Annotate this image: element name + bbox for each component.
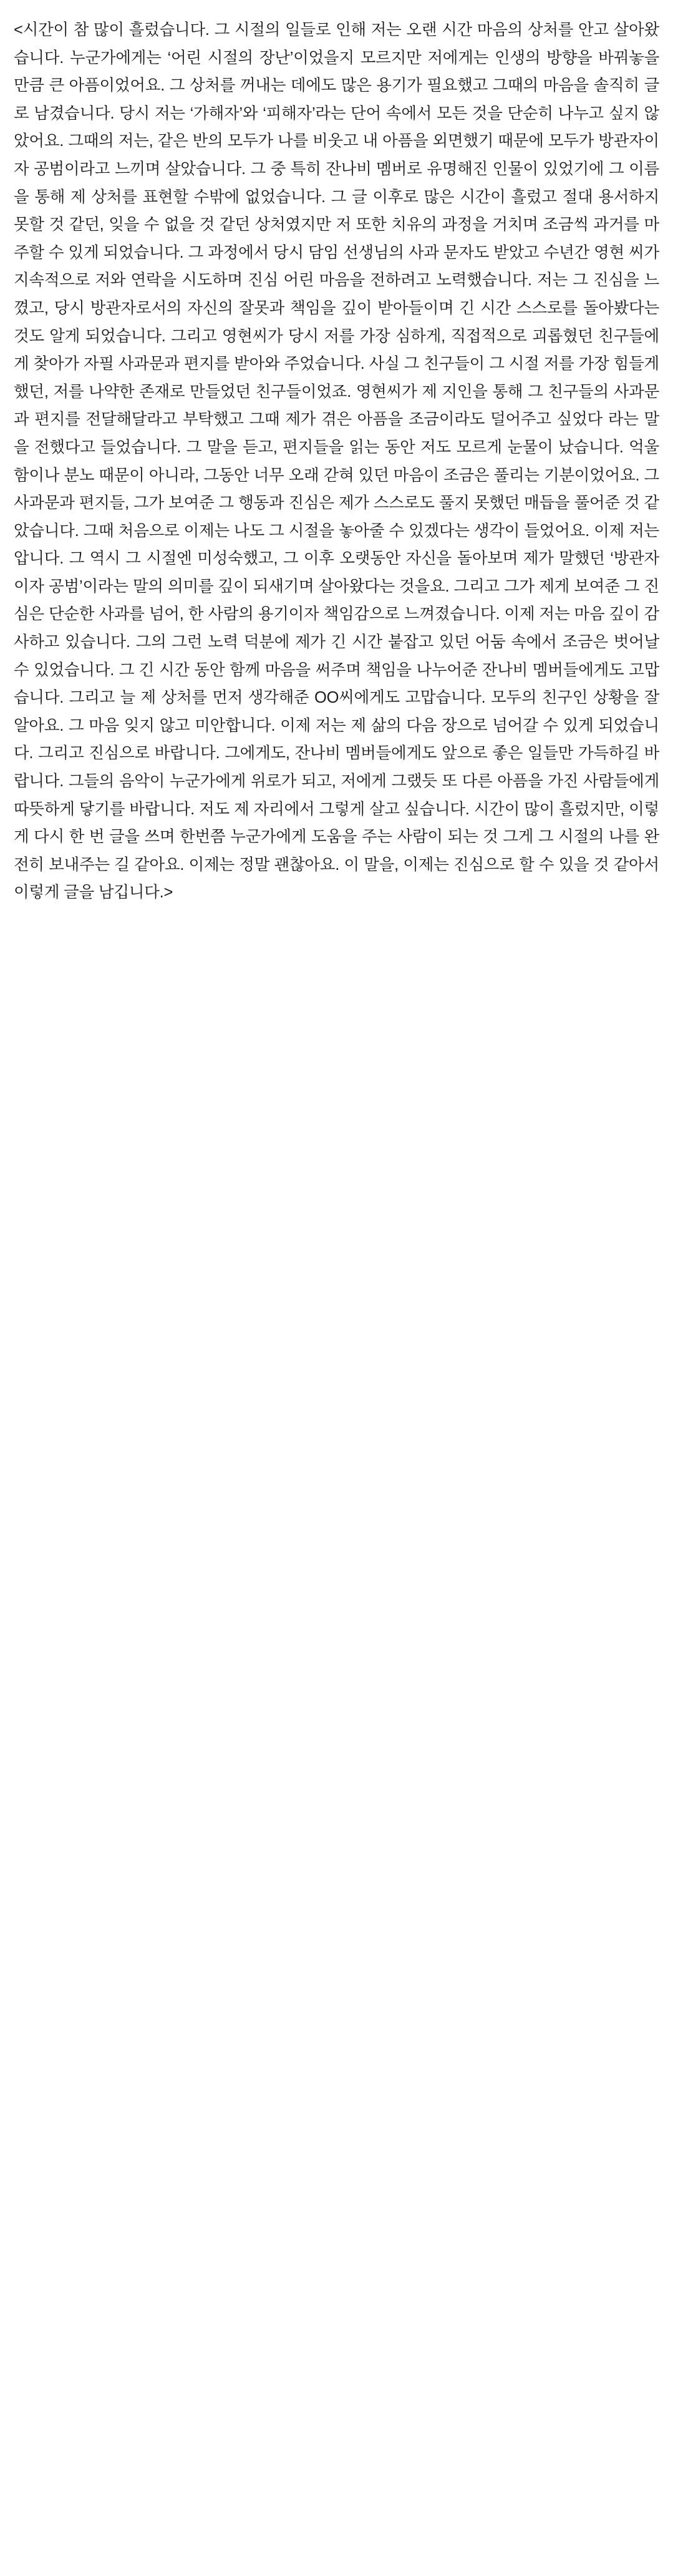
statement-body-text: <시간이 참 많이 흘렀습니다. 그 시절의 일들로 인해 저는 오랜 시간 마음의 상처를 안고 살아왔습니다. 누군가에게는 ‘어린 시절의 장난’이었을지 모르지만 저에게는 인생의 방향을 바꿔놓을 만큼 큰 아픔이었어요. 그 상처를 꺼내는 데에도 많은 용기가 필요했고 그때의 마음을 솔직히 글로 남겼습니다. 당시 저는 ‘가해자’와 ‘피해자’라는 단어 속에서 모든 것을 단순히 나누고 싶지 않았어요. 그때의 저는, 같은 반의 모두가 나를 비웃고 내 아픔을 외면했기 때문에 모두가 방관자이자 공범이라고 느끼며 살았습니다. 그 중 특히 잔나비 멤버로 유명해진 인물이 있었기에 그 이름을 통해 제 상처를 표현할 수밖에 없었습니다. 그 글 이후로 많은 시간이 흘렀고 절대 용서하지 못할 것 같던, 잊을 수 없을 것 같던 상처였지만 저 또한 치유의 과정을 거치며 조금씩 과거를 마주할 수 있게 되었습니다. 그 과정에서 당시 담임 선생님의 사과 문자도 받았고 수년간 영현 씨가 지속적으로 저와 연락을 시도하며 진심 어린 마음을 전하려고 노력했습니다. 저는 그 진심을 느꼈고, 당시 방관자로서의 자신의 잘못과 책임을 깊이 받아들이며 긴 시간 스스로를 돌아봤다는 것도 알게 되었습니다. 그리고 영현씨가 당시 저를 가장 심하게, 직접적으로 괴롭혔던 친구들에게 찾아가 자필 사과문과 편지를 받아와 주었습니다. 사실 그 친구들이 그 시절 저를 가장 힘들게 했던, 저를 나약한 존재로 만들었던 친구들이었죠. 영현씨가 제 지인을 통해 그 친구들의 사과문과 편지를 전달해달라고 부탁했고 그때 제가 겪은 아픔을 조금이라도 덜어주고 싶었다 라는 말을 전했다고 들었습니다. 그 말을 듣고, 편지들을 읽는 동안 저도 모르게 눈물이 났습니다. 억울함이나 분노 때문이 아니라, 그동안 너무 오래 갇혀 있던 마음이 조금은 풀리는 기분이었어요. 그 사과문과 편지들, 그가 보여준 그 행동과 진심은 제가 스스로도 풀지 못했던 매듭을 풀어준 것 같았습니다. 그때 처음으로 이제는 나도 그 시절을 놓아줄 수 있겠다는 생각이 들었어요. 이제 저는 압니다. 그 역시 그 시절엔 미성숙했고, 그 이후 오랫동안 자신을 돌아보며 제가 말했던 ‘방관자이자 공범’이라는 말의 의미를 깊이 되새기며 살아왔다는 것을요. 그리고 그가 제게 보여준 그 진심은 단순한 사과를 넘어, 한 사람의 용기이자 책임감으로 느껴졌습니다. 이제 저는 마음 깊이 감사하고 있습니다. 그의 그런 노력 덕분에 제가 긴 시간 붙잡고 있던 어둠 속에서 조금은 벗어날 수 있었습니다. 그 긴 시간 동안 함께 마음을 써주며 책임을 나누어준 잔나비 멤버들에게도 고맙습니다. 그리고 늘 제 상처를 먼저 생각해준 OO씨에게도 고맙습니다. 모두의 친구인 상황을 잘 알아요. 그 마음 잊지 않고 미안합니다. 이제 저는 제 삶의 다음 장으로 넘어갈 수 있게 되었습니다. 그리고 진심으로 바랍니다. 그에게도, 잔나비 멤버들에게도 앞으로 좋은 일들만 가득하길 바랍니다. 그들의 음악이 누군가에게 위로가 되고, 저에게 그랬듯 또 다른 아픔을 가진 사람들에게 따뜻하게 닿기를 바랍니다. 저도 제 자리에서 그렇게 살고 싶습니다. 시간이 많이 흘렀지만, 이렇게 다시 한 번 글을 쓰며 한번쯤 누군가에게 도움을 주는 사람이 되는 것 그게 그 시절의 나를 완전히 보내주는 길 같아요. 이제는 정말 괜찮아요. 이 말을, 이제는 진심으로 할 수 있을 것 같아서 이렇게 글을 남깁니다.> <box>14 21 664 902</box>
